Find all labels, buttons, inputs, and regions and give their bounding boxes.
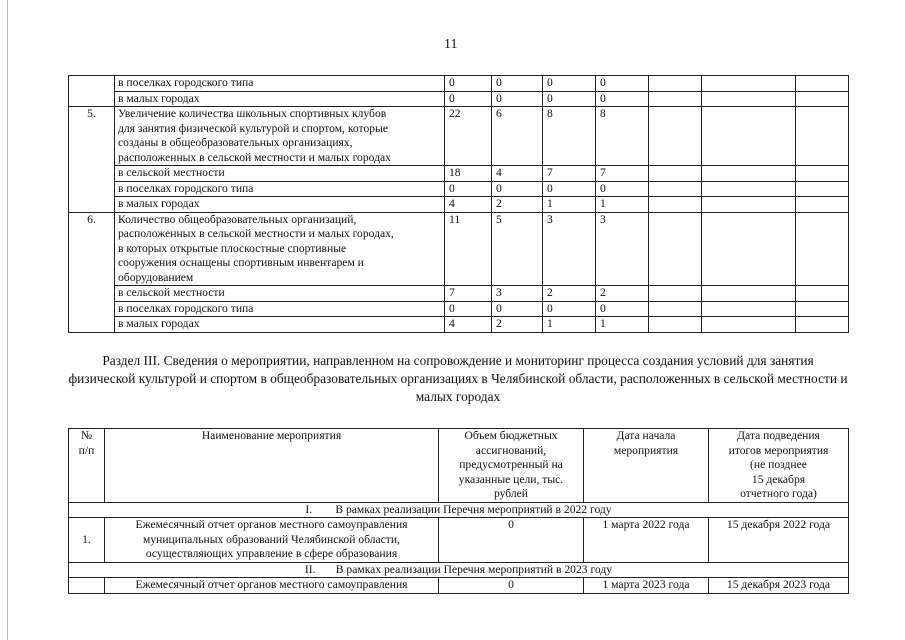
empty-cell [702, 301, 796, 317]
empty-cell [649, 212, 702, 286]
empty-cell [796, 166, 849, 182]
empty-cell [796, 317, 849, 333]
indicator-row [69, 91, 849, 107]
indicator-row [69, 197, 849, 213]
event-row-2023 [69, 578, 849, 594]
empty-cell [702, 107, 796, 166]
indicators-table-body [69, 76, 849, 333]
header-num: № п/п [69, 429, 105, 503]
header-event-name: Наименование мероприятия [105, 429, 439, 503]
empty-cell [796, 76, 849, 92]
indicator-value: 3 [596, 212, 649, 286]
indicator-name: в поселках городского типа [115, 181, 445, 197]
empty-cell [649, 166, 702, 182]
indicator-value: 7 [445, 286, 492, 302]
empty-cell [702, 91, 796, 107]
indicator-row [69, 181, 849, 197]
indicator-value: 4 [445, 317, 492, 333]
event-name: Ежемесячный отчет органов местного самоуправления муниципальных образований Челябинской области, осуществляющих управление в сфере образования [105, 518, 439, 563]
event-start: 1 марта 2023 года [584, 578, 709, 594]
empty-cell [796, 107, 849, 166]
event-num [69, 578, 105, 594]
indicator-value: 0 [492, 76, 543, 92]
indicator-value: 2 [492, 197, 543, 213]
indicator-value: 0 [543, 76, 596, 92]
empty-cell [649, 301, 702, 317]
indicator-name: в сельской местности [115, 286, 445, 302]
indicator-name: Увеличение количества школьных спортивных клубов для занятия физической культурой и спортом, которые созданы в общеобразовательных организациях, расположенных в сельской местности и малых городах [115, 107, 445, 166]
indicator-row [69, 107, 849, 166]
indicator-value: 0 [492, 181, 543, 197]
indicator-value: 3 [492, 286, 543, 302]
empty-cell [649, 76, 702, 92]
empty-cell [702, 197, 796, 213]
events-table-header-row [69, 429, 849, 503]
indicator-value: 5 [492, 212, 543, 286]
empty-cell [649, 286, 702, 302]
empty-cell [702, 181, 796, 197]
empty-cell [796, 197, 849, 213]
indicator-number: 5. [69, 107, 115, 213]
indicator-value: 6 [492, 107, 543, 166]
indicator-value: 0 [596, 91, 649, 107]
section-heading: Раздел III. Сведения о мероприятии, направленном на сопровождение и мониторинг процесса создания условий для занятия физической культурой и спортом в общеобразовательных организациях в Челябинской области, расположенных в сельской местности и малых городах [68, 353, 848, 404]
indicator-value: 8 [543, 107, 596, 166]
indicator-row [69, 317, 849, 333]
indicator-row [69, 301, 849, 317]
event-amount: 0 [439, 578, 584, 594]
indicator-value: 1 [596, 317, 649, 333]
indicator-value: 0 [445, 301, 492, 317]
indicator-row [69, 166, 849, 182]
events-section-2022 [69, 502, 849, 518]
indicator-value: 0 [543, 91, 596, 107]
empty-cell [702, 286, 796, 302]
indicator-row [69, 76, 849, 92]
page-number: 11 [444, 37, 458, 52]
empty-cell [796, 91, 849, 107]
indicator-value: 0 [596, 76, 649, 92]
indicator-name: в малых городах [115, 317, 445, 333]
empty-cell [702, 317, 796, 333]
indicator-value: 1 [543, 317, 596, 333]
event-start: 1 марта 2022 года [584, 518, 709, 563]
empty-cell [649, 317, 702, 333]
header-start-date: Дата начала мероприятия [584, 429, 709, 503]
events-section-2023 [69, 562, 849, 578]
empty-cell [702, 212, 796, 286]
indicator-value: 2 [596, 286, 649, 302]
indicator-number: 6. [69, 212, 115, 332]
page-edge-line [7, 0, 8, 640]
empty-cell [796, 212, 849, 286]
header-end-date: Дата подведения итогов мероприятия (не позднее 15 декабря отчетного года) [709, 429, 849, 503]
indicator-value: 7 [596, 166, 649, 182]
indicator-number [69, 76, 115, 107]
indicators-table [68, 75, 849, 333]
event-amount: 0 [439, 518, 584, 563]
indicator-value: 0 [543, 301, 596, 317]
indicator-value: 2 [492, 317, 543, 333]
indicator-name: в малых городах [115, 197, 445, 213]
event-row-2022 [69, 518, 849, 563]
indicator-value: 4 [445, 197, 492, 213]
events-table [68, 428, 849, 594]
indicator-value: 1 [543, 197, 596, 213]
indicator-row [69, 286, 849, 302]
empty-cell [796, 181, 849, 197]
empty-cell [649, 107, 702, 166]
indicator-value: 8 [596, 107, 649, 166]
empty-cell [702, 76, 796, 92]
header-budget: Объем бюджетных ассигнований, предусмотренный на указанные цели, тыс. рублей [439, 429, 584, 503]
indicator-value: 0 [445, 181, 492, 197]
empty-cell [796, 286, 849, 302]
indicator-value: 18 [445, 166, 492, 182]
indicator-value: 0 [596, 181, 649, 197]
indicator-row [69, 212, 849, 286]
event-end: 15 декабря 2023 года [709, 578, 849, 594]
indicator-name: в малых городах [115, 91, 445, 107]
event-name: Ежемесячный отчет органов местного самоуправления [105, 578, 439, 594]
indicator-value: 2 [543, 286, 596, 302]
indicator-value: 4 [492, 166, 543, 182]
indicator-value: 0 [445, 91, 492, 107]
empty-cell [796, 301, 849, 317]
section-2023-label: II. В рамках реализации Перечня мероприятий в 2023 году [69, 562, 849, 578]
indicator-value: 0 [543, 181, 596, 197]
indicator-value: 0 [492, 301, 543, 317]
indicator-name: Количество общеобразовательных организаций, расположенных в сельской местности и малых городах, в которых открытые плоскостные спортивные сооружения оснащены спортивным инвентарем и оборудованием [115, 212, 445, 286]
indicator-value: 0 [445, 76, 492, 92]
indicator-value: 1 [596, 197, 649, 213]
indicator-value: 0 [492, 91, 543, 107]
event-end: 15 декабря 2022 года [709, 518, 849, 563]
indicator-value: 7 [543, 166, 596, 182]
indicator-value: 3 [543, 212, 596, 286]
empty-cell [649, 197, 702, 213]
indicator-name: в поселках городского типа [115, 301, 445, 317]
indicator-value: 22 [445, 107, 492, 166]
empty-cell [702, 166, 796, 182]
indicator-value: 0 [596, 301, 649, 317]
section-2022-label: I. В рамках реализации Перечня мероприятий в 2022 году [69, 502, 849, 518]
event-num: 1. [69, 518, 105, 563]
empty-cell [649, 91, 702, 107]
empty-cell [649, 181, 702, 197]
indicator-value: 11 [445, 212, 492, 286]
indicator-name: в сельской местности [115, 166, 445, 182]
indicator-name: в поселках городского типа [115, 76, 445, 92]
